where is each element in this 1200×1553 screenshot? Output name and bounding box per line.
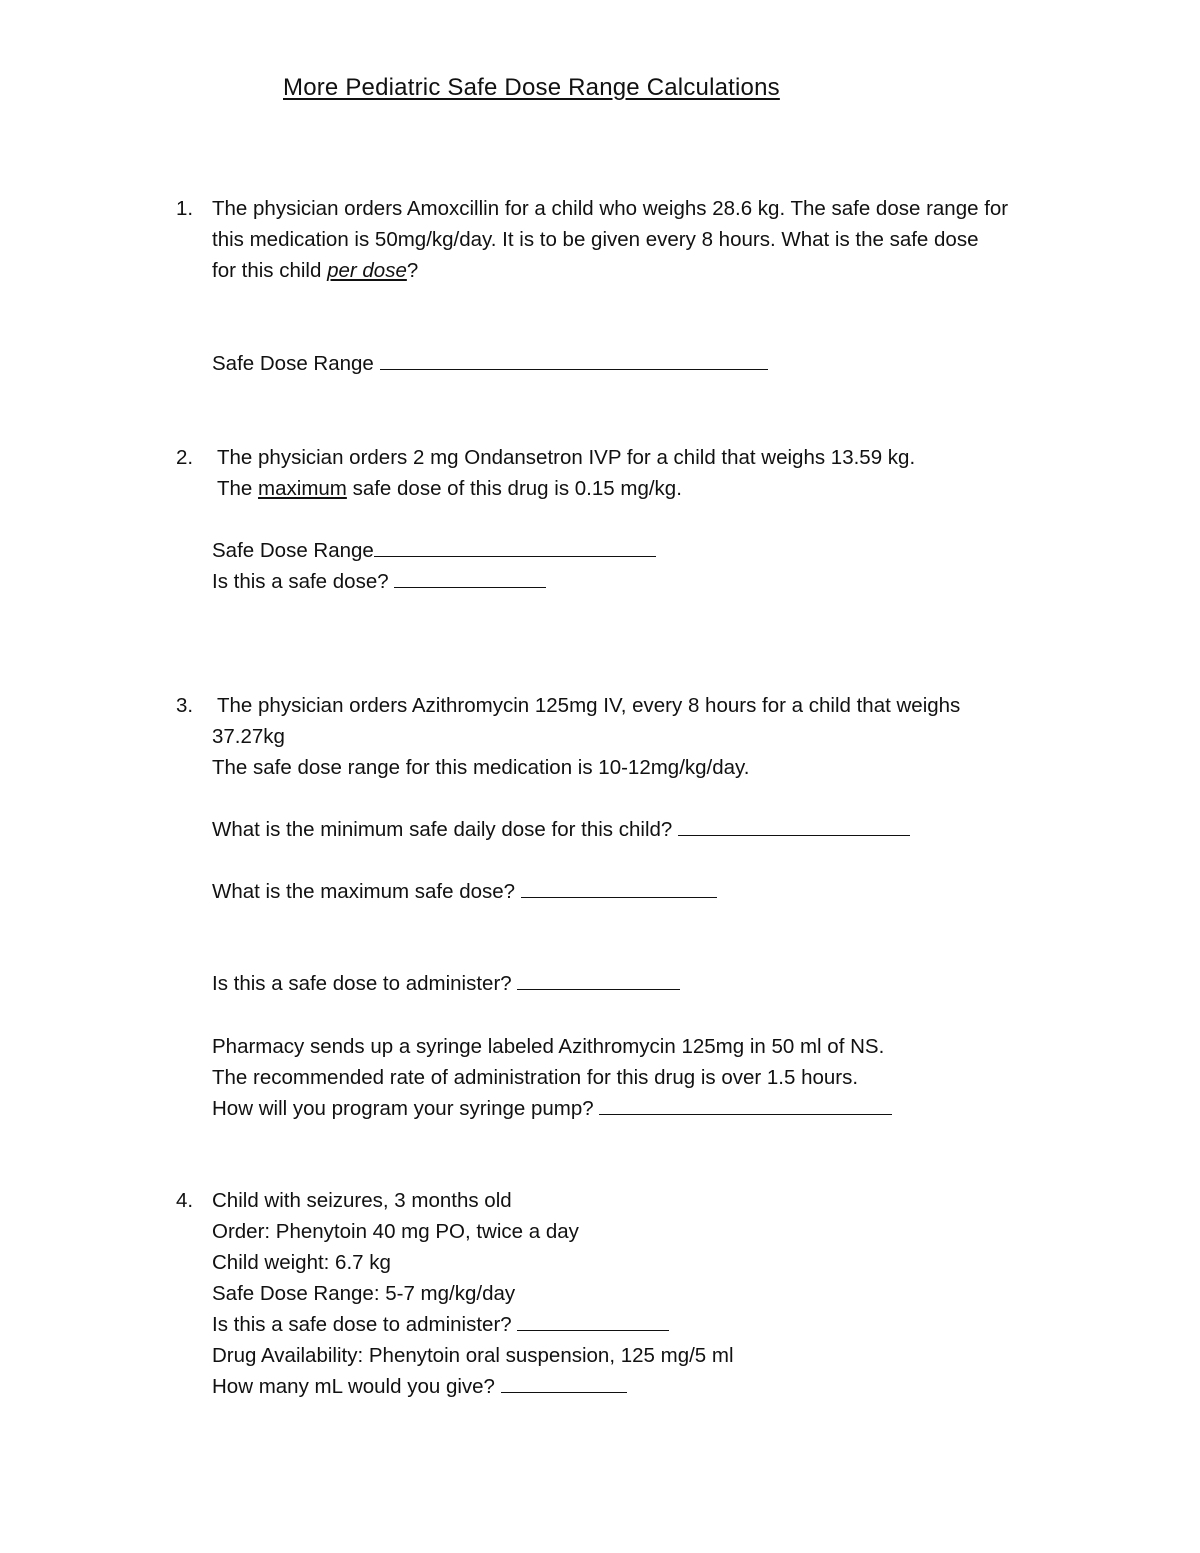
q2-answer2-row	[212, 566, 546, 597]
q1-line3-pre: for this child	[212, 259, 328, 282]
q4-availability: Drug Availability: Phenytoin oral suspension, 125 mg/5 ml	[212, 1344, 734, 1367]
q4-is-safe-blank[interactable]	[517, 1312, 669, 1331]
q4-number: 4.	[176, 1189, 194, 1212]
q3-min-label: What is the minimum safe daily dose for this child?	[212, 818, 678, 841]
q3-pump-label: How will you program your syringe pump?	[212, 1097, 600, 1120]
q3-min-dose-blank[interactable]	[678, 817, 910, 836]
q3-line3: The safe dose range for this medication is 10-12mg/kg/day.	[212, 756, 750, 779]
q1-answer-row	[212, 348, 768, 379]
q3-pharmacy-line2: The recommended rate of administration for this drug is over 1.5 hours.	[212, 1066, 859, 1089]
q3-pump-row	[212, 1093, 892, 1124]
q4-line1: Child with seizures, 3 months old	[212, 1189, 512, 1212]
q2-line2-post: safe dose of this drug is 0.15 mg/kg.	[346, 477, 682, 500]
q2-answer1-label: Safe Dose Range	[212, 539, 374, 562]
q2-is-safe-blank[interactable]	[394, 569, 546, 588]
q1-line2: this medication is 50mg/kg/day. It is to be given every 8 hours. What is the safe dose	[212, 228, 979, 251]
q2-answer2-label: Is this a safe dose?	[212, 570, 395, 593]
q2-safe-dose-range-blank[interactable]	[374, 538, 656, 557]
q2-line2-pre: The	[217, 477, 259, 500]
q3-number: 3.	[176, 694, 194, 717]
q1-answer-label: Safe Dose Range	[212, 352, 380, 375]
q3-safe-row	[212, 968, 680, 999]
q1-line3	[212, 255, 418, 286]
q4-line4: Safe Dose Range: 5-7 mg/kg/day	[212, 1282, 516, 1305]
q4-safe-label: Is this a safe dose to administer?	[212, 1313, 518, 1336]
q3-pharmacy-line1: Pharmacy sends up a syringe labeled Azithromycin 125mg in 50 ml of NS.	[212, 1035, 885, 1058]
q4-safe-row	[212, 1309, 669, 1340]
page-title: More Pediatric Safe Dose Range Calculations	[283, 74, 780, 101]
q2-number: 2.	[176, 446, 194, 469]
q1-number: 1.	[176, 197, 194, 220]
q3-pump-blank[interactable]	[599, 1096, 892, 1115]
q3-max-dose-blank[interactable]	[521, 879, 717, 898]
q4-ml-row	[212, 1371, 627, 1402]
q3-line2: 37.27kg	[212, 725, 285, 748]
q2-line2	[217, 473, 682, 504]
q3-max-row	[212, 876, 717, 907]
q4-ml-blank[interactable]	[501, 1374, 627, 1393]
q3-line1: The physician orders Azithromycin 125mg IV, every 8 hours for a child that weighs	[217, 694, 961, 717]
q3-max-label: What is the maximum safe dose?	[212, 880, 521, 903]
q1-per-dose-emphasis: per dose	[327, 259, 407, 282]
q4-line2: Order: Phenytoin 40 mg PO, twice a day	[212, 1220, 579, 1243]
q2-line1: The physician orders 2 mg Ondansetron IVP for a child that weighs 13.59 kg.	[217, 446, 916, 469]
q4-line3: Child weight: 6.7 kg	[212, 1251, 391, 1274]
q2-maximum-emphasis: maximum	[258, 477, 347, 500]
q1-line3-post: ?	[406, 259, 419, 282]
q4-ml-label: How many mL would you give?	[212, 1375, 501, 1398]
q2-answer1-row	[212, 535, 656, 566]
q3-safe-label: Is this a safe dose to administer?	[212, 972, 518, 995]
q3-is-safe-blank[interactable]	[517, 971, 680, 990]
q3-min-row	[212, 814, 910, 845]
q1-line1: The physician orders Amoxcillin for a child who weighs 28.6 kg. The safe dose range for	[212, 197, 1009, 220]
q1-safe-dose-range-blank[interactable]	[380, 351, 768, 370]
